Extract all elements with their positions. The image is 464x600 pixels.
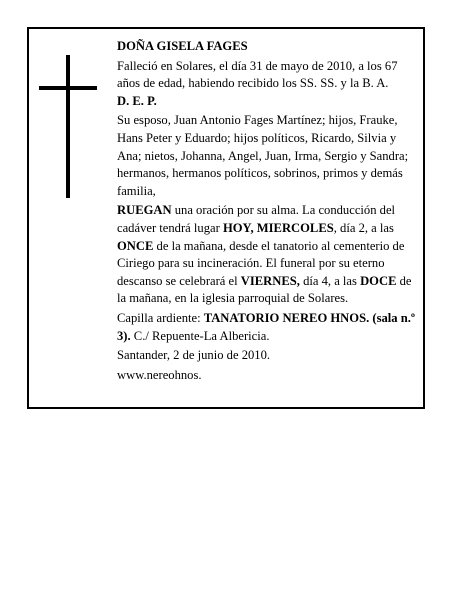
dep-line: D. E. P. (117, 93, 157, 108)
family-paragraph: Su esposo, Juan Antonio Fages Martínez; hijos, Frauke, Hans Peter y Eduardo; hijos políticos, Ricardo, Silvia y Ana; nietos, Johanna, Angel, Juan, Irma, Sergio y Sandra; hermanos, hermanos políticos, sobrinos, primos y demás familia, (117, 113, 409, 198)
ceremony-paragraph: RUEGAN una oración por su alma. La conducción del cadáver tendrá lugar HOY, MIERCOLES, día 2, a las ONCE de la mañana, desde el tanatorio al cementerio de Ciriego para su incineración. El funeral por su eterno descanso se celebrará el VIERNES, día 4, a las DOCE de la mañana, en la iglesia parroquial de Solares. (117, 203, 412, 306)
cross-icon (66, 55, 70, 198)
date-line: Santander, 2 de junio de 2010. (117, 348, 271, 363)
deceased-name: DOÑA GISELA FAGES (117, 39, 248, 53)
notice-text (117, 38, 423, 384)
death-intro: Falleció en Solares, el día 31 de mayo de 2010, a los 67 años de edad, habiendo recibido los SS. SS. y la B. A. (117, 58, 398, 91)
obituary-notice (27, 27, 425, 409)
chapel-paragraph: Capilla ardiente: TANATORIO NEREO HNOS. (sala n.º 3). C./ Repuente-La Albericia. (117, 310, 416, 343)
website-link[interactable]: www.nereohnos. (117, 367, 202, 382)
cross-icon-bar (39, 86, 97, 90)
